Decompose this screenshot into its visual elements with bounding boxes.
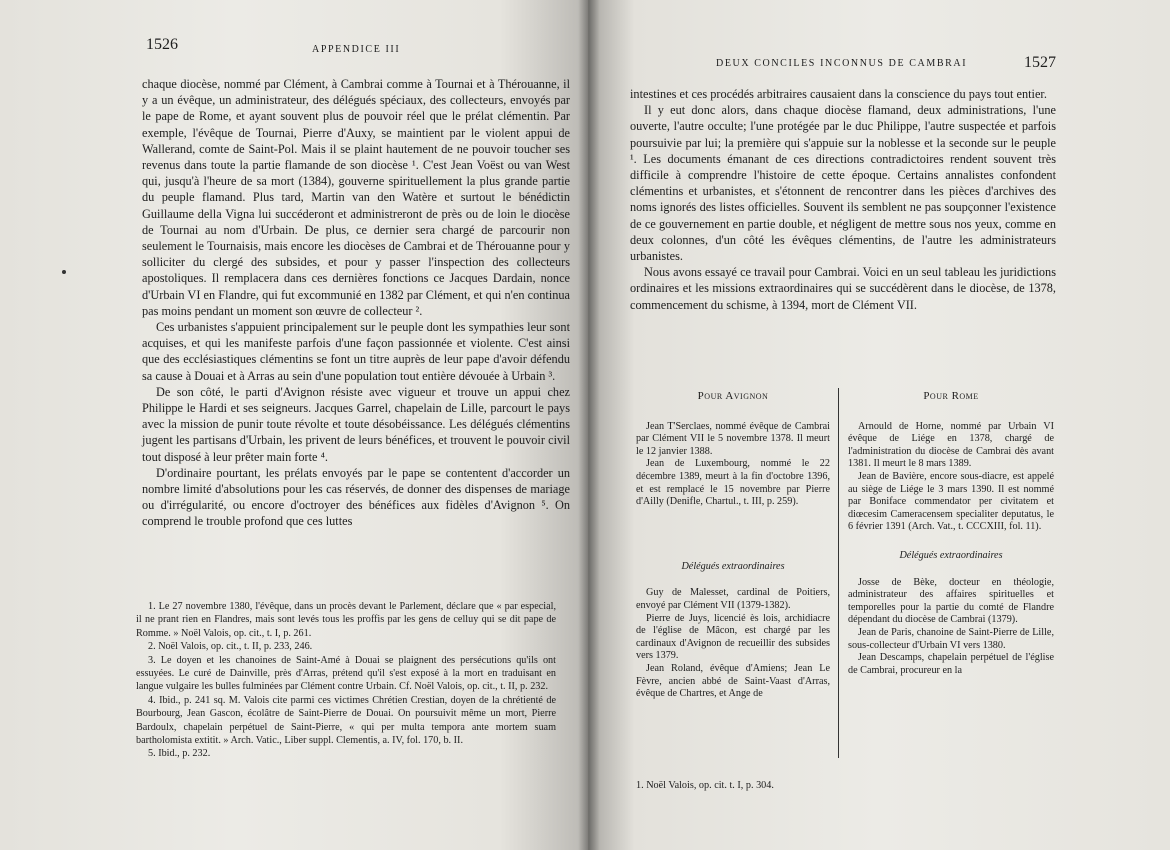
main-text: [142, 76, 570, 530]
paragraph: D'ordinaire pourtant, les prélats envoyés par le pape se contentent d'accorder un nombre limité d'absolutions pour les cas réservés, de donner des dispenses de mariage ou d'irrégularité, ou encore d'octroyer des bénéfices aux fidèles d'Avignon ⁵. On comprend le trouble profond que ces luttes: [142, 465, 570, 529]
footnote: 5. Ibid., p. 232.: [148, 748, 211, 760]
paragraph: De son côté, le parti d'Avignon résiste avec vigueur et trouve un appui chez Philippe le Hardi et ses seigneurs. Jacques Garrel, chapelain de Lille, parcourt le pays avec la mission de punir toute révolte et toute désobéissance. Les délégués clémentins jugent les partisans d'Urbain, les privent de leurs bénéfices, et trouvent le pouvoir civil tout disposé à leur prêter main forte ⁴.: [142, 384, 570, 464]
paragraph: Il y eut donc alors, dans chaque diocèse flamand, deux administrations, l'une ouverte, l'autre occulte; l'une protégée par le duc Philippe, l'autre suspectée et parfois poursuivie par lui; la première qui s'appuie sur la noblesse et la seconde sur le peuple ¹. Les documents émanant de ces directions contradictoires rendent souvent très difficile à comprendre l'histoire de cette époque. Certains annalistes confondent clémentins et urbanistes, et s'étonnent de rencontrer dans les pièces d'archives des noms ignorés des listes officielles. Souvent ils semblent ne pas soupçonner l'existence de ce gouvernement en partie double, et négligent de mettre sous nos yeux, comme en deux colonnes, d'un côté les évêques clémentins, de l'autre les administrateurs urbanistes.: [630, 103, 1056, 264]
paragraph: Ces urbanistes s'appuient principalement sur le peuple dont les sympathies leur sont acquises, et qui les manifeste parfois d'une façon passionnée et violente. C'est ainsi que des ecclésiastiques clémentins se font un titre auprès de leur pape d'avoir défendu sa cause à Douai et à Arras au sein d'une population tout entière dévouée à Urbain ³.: [142, 320, 570, 383]
running-head: APPENDICE III: [312, 44, 401, 55]
column-heading: Pour Avignon: [697, 390, 769, 402]
entry: Jean de Luxembourg, nommé le 22 décembre 1389, meurt à la fin d'octobre 1396, et est remplacé le 15 novembre par Pierre d'Ailly (Denifle, Chartul., t. III, p. 259).: [636, 458, 830, 508]
entry: Arnould de Horne, nommé par Urbain VI évêque de Liége en 1378, chargé de l'administration du diocèse de Cambrai dès avant 1381. Il meurt le 8 mars 1389.: [848, 420, 1054, 470]
paragraph: chaque diocèse, nommé par Clément, à Cambrai comme à Tournai et à Thérouanne, il y a un évêque, un administrateur, des délégués spéciaux, des collecteurs, envoyés par le pape de Rome, et ayant souvent plus de pouvoir réel que le prélat clémentin. Par exemple, l'évêque de Tournai, Pierre d'Auxy, se maintient par le violent appui de Wallerand, comte de Saint-Pol. Mais il se plaint hautement de ne pouvoir toucher ses revenus dans toute la partie flamande de son diocèse ¹. C'est Jean Voëst ou van West qui, jusqu'à l'heure de sa mort (1384), gouverne spirituellement la plus grande partie du peuple flamand. Plus tard, Martin van den Watère et surtout le bénédictin Guillaume della Vigna lui succéderont et administreront de près ou de loin le diocèse de Tournai au nom d'Urbain. De plus, ce dernier sera chargé de parcourir non seulement le Tournaisis, mais encore les diocèses de Cambrai et de Thérouanne pour y solliciter du clergé des subsides, et pour y passer l'inspection des collecteurs apostoliques. Il remplacera dans ces dernières fonctions ce Jacques Dardain, nonce d'Urbain VI en Flandre, qui fut excommunié en 1382 par Clément, et qui n'en continua pas moins pendant un moment son œuvre de collecteur ².: [142, 77, 570, 318]
column-heading: Pour Rome: [923, 390, 979, 402]
table-column-rule: [838, 388, 839, 758]
margin-mark: [62, 270, 66, 274]
running-head: DEUX CONCILES INCONNUS DE CAMBRAI: [716, 58, 968, 69]
footnote: 1. Le 27 novembre 1380, l'évêque, dans un procès devant le Parlement, déclare que « par especial, il ne prant rien en Flandres, mais sont levés tous les proffis par les gens de celluy qui se dit pape de Romme. » Noël Valois, op. cit., t. I, p. 261.: [136, 601, 556, 639]
column-avignon: [636, 390, 830, 701]
column-subheading: Délégués extraordinaires: [681, 560, 785, 572]
main-text: [630, 86, 1056, 313]
page-number: 1526: [146, 36, 178, 53]
entry: Guy de Malesset, cardinal de Poitiers, envoyé par Clément VII (1379-1382).: [636, 587, 830, 611]
paragraph: intestines et ces procédés arbitraires causaient dans la conscience du pays tout entier.: [630, 87, 1047, 101]
column-rome: [848, 390, 1054, 677]
entry: Pierre de Juys, licencié ès lois, archidiacre de l'église de Mâcon, est chargé par les cardinaux d'Avignon de recueillir des subsides vers 1379.: [636, 612, 830, 662]
page-number: 1527: [1024, 54, 1056, 71]
entry: Josse de Bèke, docteur en théologie, administrateur des affaires spirituelles et temporelles pour la partie du comté de Flandre dépendant du diocèse de Cambrai (1379).: [848, 576, 1054, 626]
column-subheading: Délégués extraordinaires: [899, 549, 1003, 561]
footnote: 3. Le doyen et les chanoines de Saint-Amé à Douai se plaignent des persécutions qu'ils ont essuyées. Le curé de Dainville, près d'Arras, prétend qu'il s'est exposé à la mort en traduisant en langue vulgaire les bulles fulminées par Clément contre Urbain. Cf. Noël Valois, op. cit., t. II, p. 232.: [136, 654, 556, 693]
right-page: [588, 0, 1170, 850]
footnote: 4. Ibid., p. 241 sq. M. Valois cite parmi ces victimes Chrétien Crestian, doyen de la chrétienté de Bourbourg, Jean Gascon, écolâtre de Saint-Pierre de Douai. On poursuivit même un mort, Pierre Bardoulx, chapelain perpétuel de Saint-Pierre, « qui per multa tempora ante mortem suam bartholomista extitit. » Arch. Vatic., Liber suppl. Clementis, a. IV, fol. 170, b. II.: [136, 694, 556, 747]
footnotes: [136, 600, 556, 761]
entry: Jean de Paris, chanoine de Saint-Pierre de Lille, sous-collecteur d'Urbain VI vers 1380.: [848, 626, 1054, 651]
footnote: 2. Noël Valois, op. cit., t. II, p. 233, 246.: [148, 641, 313, 653]
entry: Jean de Bavière, encore sous-diacre, est appelé au siège de Liége le 3 mars 1390. Il est nommé par Boniface commendator per civitatem et diœcesim Cameracensem specialiter deputatus, le 6 février 1391 (Arch. Vat., t. CCCXIII, fol. 11).: [848, 470, 1054, 533]
entry: Jean T'Serclaes, nommé évêque de Cambrai par Clément VII le 5 novembre 1378. Il meurt le 12 janvier 1388.: [636, 420, 830, 457]
footnote: 1. Noël Valois, op. cit. t. I, p. 304.: [636, 780, 774, 791]
entry: Jean Descamps, chapelain perpétuel de l'église de Cambrai, procureur en la: [848, 652, 1054, 676]
entry: Jean Roland, évêque d'Amiens; Jean Le Fèvre, ancien abbé de Saint-Vaast d'Arras, évêque de Chartres, et Ange de: [636, 662, 830, 700]
paragraph: Nous avons essayé ce travail pour Cambrai. Voici en un seul tableau les juridictions ordinaires et les missions extraordinaires qui se succédèrent dans le diocèse, de 1378, commencement du schisme, à 1394, mort de Clément VII.: [630, 265, 1056, 312]
book-gutter-shadow: [578, 0, 600, 850]
